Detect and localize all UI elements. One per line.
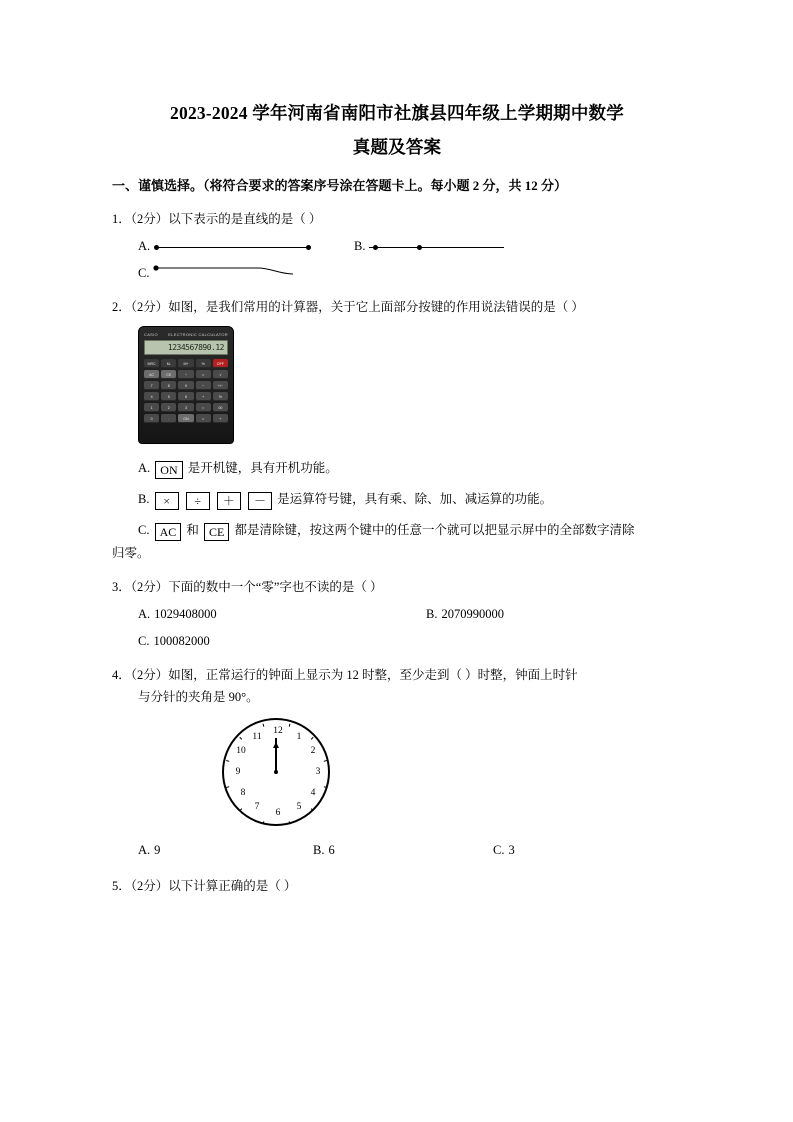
question-2-option-c-joiner: 和 [186,523,199,537]
clock-number: 9 [235,767,241,777]
question-2-option-c-text-2: 归零。 [112,546,150,560]
calculator-key: +/− [213,381,228,390]
clock-tick [323,786,326,788]
calculator-key: 00 [213,403,228,412]
clock-number: 2 [310,746,316,756]
clock-center-dot [274,770,278,774]
question-2-option-c-text: 都是清除键，按这两个键中的任意一个就可以把显示屏中的全部数字清除 [234,523,635,537]
calculator-key: M+ [178,359,193,368]
clock-number: 7 [254,802,260,812]
question-3 [112,577,682,598]
calculator-model: ELECTRONIC CALCULATOR [168,332,228,337]
clock-number: 12 [273,726,283,736]
calculator-key: − [196,381,211,390]
calculator-key: + [196,392,211,401]
clock-tick [323,760,326,762]
calculator-body [138,326,234,444]
question-3-option-b[interactable] [426,604,504,625]
title-line-2: 真题及答案 [352,137,442,157]
question-2-option-b-text: 是运算符号键，具有乘、除、加、减运算的功能。 [277,492,553,506]
option-label-a: A. [138,607,151,621]
question-4-option-b[interactable] [313,840,493,861]
option-label-c: C. [138,523,150,537]
calculator-key: AC [144,370,159,379]
question-4-option-c-text: 3 [508,843,515,857]
option-label-b: B. [313,843,325,857]
segment-with-two-inner-dots-icon [369,241,504,253]
key-multiply-icon: × [155,492,179,510]
clock-number: 5 [296,802,302,812]
question-3-text: （2分）下面的数中一个“零”字也不读的是（ ） [130,580,383,594]
option-label-a: A. [138,843,151,857]
title-line-1: 2023-2024 学年河南省南阳市社旗县四年级上学期期中数学 [170,103,624,123]
calculator-key: 1 [144,403,159,412]
calculator-key: MRC [144,359,159,368]
question-4-text: （2分）如图，正常运行的钟面上显示为 12 时整，至少走到（ ）时整，钟面上时针 [130,668,578,682]
clock-tick [310,808,313,811]
calculator-key: 2 [161,403,176,412]
key-divide-icon: ÷ [186,492,210,510]
calculator-key-off: OFF [213,359,228,368]
document-content [112,96,682,897]
question-3-option-c-text: 100082000 [153,634,210,648]
question-1-option-c[interactable] [138,263,305,284]
calculator-key: = [196,403,211,412]
question-3-option-c[interactable] [138,631,210,652]
question-5 [112,876,682,897]
calculator-key: 3 [178,403,193,412]
question-2-option-c-continuation [112,543,682,564]
analog-clock-icon [222,718,330,826]
question-2-option-a-text: 是开机键，具有开机功能。 [187,461,338,475]
calculator-key: + [213,414,228,423]
option-label-a: A. [138,461,151,475]
calculator-key: % [196,359,211,368]
clock-number: 1 [296,732,302,742]
curved-line-with-left-dot-icon [153,263,305,284]
question-4-number: 4． [112,668,131,682]
calculator-key: . [161,414,176,423]
key-minus-icon: － [248,492,272,510]
clock-hand-arrowhead [273,742,279,748]
question-5-number: 5． [112,879,131,893]
question-3-options-row-2 [138,631,682,652]
question-1 [112,209,682,230]
section-heading: 一、谨慎选择。（将符合要求的答案序号涂在答题卡上。每小题 2 分，共 12 分） [112,178,568,193]
question-3-options-row-1 [138,604,682,625]
clock-number: 6 [275,808,281,818]
option-label-c: C. [493,843,505,857]
clock-tick [262,724,264,727]
question-2-option-c[interactable] [138,520,682,541]
calculator-key: 0 [144,414,159,423]
clock-image [222,718,682,826]
clock-tick [288,724,290,727]
clock-number: 3 [315,767,321,777]
question-1-options-row-2 [138,263,682,284]
calculator-key: 5 [161,392,176,401]
calculator-key: = [196,414,211,423]
calculator-key: M- [161,359,176,368]
calculator-key: 8 [161,381,176,390]
option-label-a: A. [138,239,151,253]
key-ce-icon: CE [204,523,229,541]
option-label-b: B. [426,607,438,621]
calculator-key: 9 [178,381,193,390]
clock-tick [239,737,242,740]
option-label-c: C. [138,266,150,280]
calculator-key: 7 [144,381,159,390]
calculator-display [144,340,228,355]
question-3-number: 3． [112,580,131,594]
segment-with-two-endpoints-icon [154,241,308,253]
calculator-key: % [213,392,228,401]
option-label-b: B. [354,239,366,253]
calculator-brand: CASIO [144,332,158,337]
calculator-key: CE [161,370,176,379]
clock-tick [262,821,264,824]
question-4-options-row [138,840,682,861]
option-label-b: B. [138,492,150,506]
calculator-key: √ [213,370,228,379]
question-2-option-a[interactable] [138,458,682,479]
calculator-brand-row [144,332,228,337]
option-label-c: C. [138,634,150,648]
calculator-image [138,326,682,444]
calculator-key-on: ON [178,414,193,423]
question-4-option-c[interactable] [493,840,515,861]
question-5-text: （2分）以下计算正确的是（ ） [130,879,297,893]
calculator-key: 4 [144,392,159,401]
key-ac-icon: AC [155,523,182,541]
clock-number: 8 [240,788,246,798]
question-4 [112,665,682,686]
clock-tick [288,821,290,824]
question-3-option-a-text: 1029408000 [154,607,217,621]
clock-tick [226,786,229,788]
question-4-text-2: 与分针的夹角是 90°。 [138,690,259,704]
question-4-option-a-text: 9 [154,843,161,857]
question-3-option-a[interactable] [138,604,328,625]
clock-number: 4 [310,788,316,798]
clock-tick [310,737,313,740]
clock-tick [226,760,229,762]
question-2 [112,297,682,318]
question-3-option-b-text: 2070990000 [441,607,504,621]
calculator-display-value: 1234567890.12 [167,343,224,352]
page-title [112,96,682,164]
question-2-number: 2． [112,300,131,314]
question-4-text-line-2 [138,687,682,708]
question-2-option-b[interactable] [138,489,682,510]
calculator-key: 6 [178,392,193,401]
question-4-option-b-text: 6 [328,843,335,857]
key-on-icon: ON [155,461,182,479]
question-1-number: 1． [112,212,131,226]
question-1-option-b[interactable] [354,236,504,257]
key-plus-icon: ＋ [217,492,241,510]
question-4-option-a[interactable] [138,840,313,861]
question-1-text: （2分）以下表示的是直线的是（ ） [130,212,322,226]
calculator-keypad [144,359,228,423]
calculator-key: ÷ [178,370,193,379]
clock-tick [239,808,242,811]
clock-number: 11 [252,732,262,742]
question-1-options-row-1 [138,236,682,257]
question-2-text: （2分）如图，是我们常用的计算器，关于它上面部分按键的作用说法错误的是（ ） [130,300,584,314]
calculator-key: × [196,370,211,379]
clock-number: 10 [236,746,246,756]
question-1-option-a[interactable] [138,236,308,257]
